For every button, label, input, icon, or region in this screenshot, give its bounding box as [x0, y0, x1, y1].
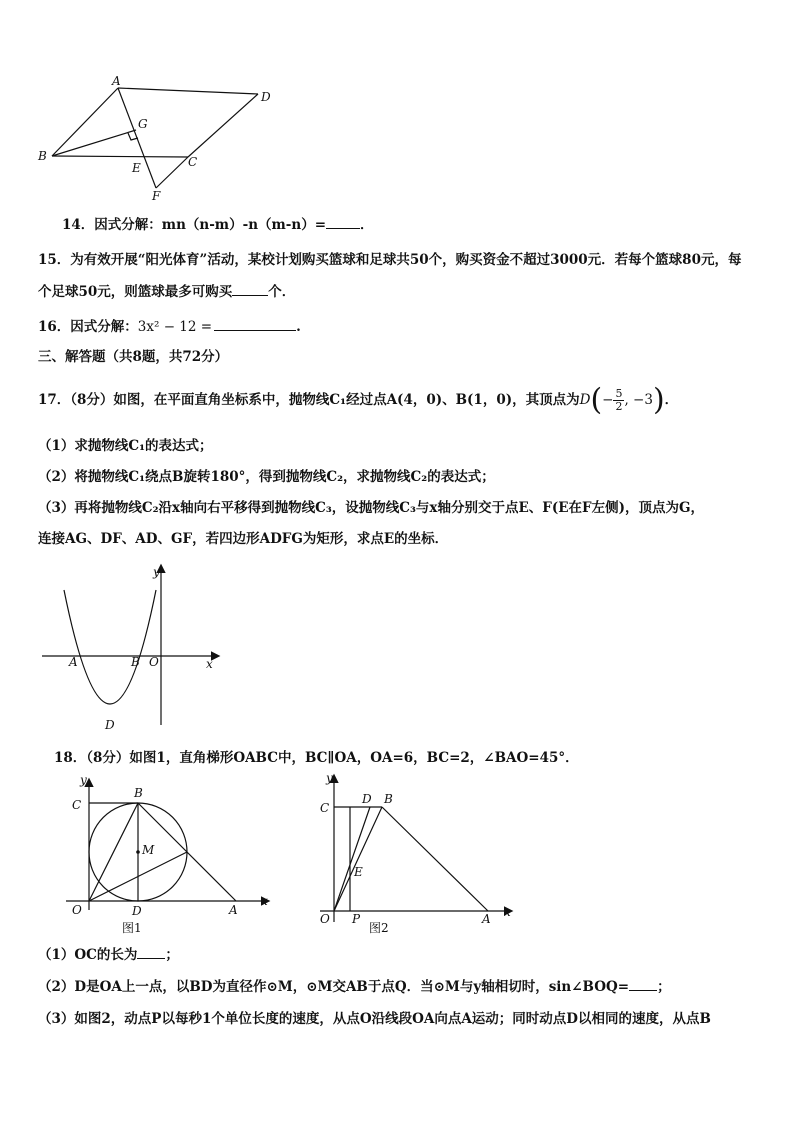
q17-fraction	[613, 388, 624, 413]
q18-p1-post: ；	[165, 947, 179, 963]
label-x: x	[261, 894, 268, 908]
q18-p1-answer-blank[interactable]	[137, 944, 165, 959]
q16-expression: 3x² − 12 =	[137, 319, 213, 335]
question-14	[62, 214, 374, 235]
segment-FC	[156, 157, 188, 188]
label-D: D	[132, 904, 142, 918]
q15-answer-blank[interactable]	[232, 281, 268, 296]
label-P: P	[352, 912, 361, 926]
question-17-part3-line1: （3）再将抛物线C₂沿x轴向右平移得到抛物线C₃，设抛物线C₃与x轴分别交于点E、F(E在F左侧)，顶点为G，	[38, 500, 705, 516]
q17-end: ．	[664, 392, 679, 408]
figure-1-caption: 图1	[122, 921, 142, 935]
trapezoid-figure-2	[306, 766, 526, 936]
q18-p1-pre: （1）OC的长为	[38, 947, 138, 963]
q18-p2-pre: （2）D是OA上一点，以BD为直径作⊙M，⊙M交AB于点Q．当⊙M与y轴相切时，sin∠BOQ=	[38, 979, 630, 995]
label-C: C	[188, 155, 198, 169]
question-17-part1: （1）求抛物线C₁的表达式；	[38, 438, 213, 454]
parabola-figure	[36, 560, 236, 740]
question-18-stem: 18．（8分）如图1，直角梯形OABC中，BC∥OA，OA=6，BC=2，∠BAO=45°．	[54, 750, 579, 766]
edge-DC	[188, 94, 258, 157]
q17-vertex-label: D	[579, 392, 591, 408]
question-15-line1: 15．为有效开展“阳光体育”活动，某校计划购买篮球和足球共50个，购买资金不超过3000元．若每个篮球80元，每	[38, 252, 742, 268]
label-B: B	[38, 149, 47, 163]
parallelogram-figure	[30, 72, 290, 207]
q16-tail: .	[296, 319, 301, 335]
question-16	[38, 316, 301, 337]
q16-prefix: 16．因式分解：	[38, 319, 138, 335]
label-x: x	[206, 657, 213, 671]
label-F: F	[152, 189, 161, 203]
label-A: A	[69, 655, 78, 669]
label-O: O	[320, 912, 330, 926]
label-G: G	[138, 117, 148, 131]
section-3-heading: 三、解答题（共8题，共72分）	[38, 349, 229, 365]
q14-answer-blank[interactable]	[326, 214, 360, 229]
q17-stem: 17．（8分）如图，在平面直角坐标系中，抛物线C₁经过点A(4，0)、B(1，0)，其顶点为	[38, 392, 580, 408]
label-C: C	[320, 801, 330, 815]
q16-answer-blank[interactable]	[214, 316, 296, 331]
label-O: O	[149, 655, 159, 669]
label-y: y	[326, 771, 333, 785]
segment-OB	[89, 803, 138, 901]
question-15-line2	[38, 281, 295, 302]
question-18-part2	[38, 976, 671, 997]
q14-tail: ．	[360, 217, 374, 233]
question-18-part1	[38, 944, 179, 965]
question-18-part3: （3）如图2，动点P以每秒1个单位长度的速度，从点O沿线段OA向点A运动；同时动点D以相同的速度，从点B	[38, 1011, 711, 1027]
q17-after-frac: , −3	[624, 392, 653, 408]
label-D: D	[105, 718, 115, 732]
parabola-curve	[64, 590, 156, 704]
q14-text: 14．因式分解：mn（n-m）-n（m-n）=	[62, 217, 327, 233]
label-D: D	[261, 90, 271, 104]
label-x: x	[504, 905, 511, 919]
label-A: A	[112, 74, 121, 88]
q17-frac-den: 2	[615, 400, 623, 413]
q18-p2-answer-blank[interactable]	[629, 976, 657, 991]
question-17-part3-line2: 连接AG、DF、AD、GF，若四边形ADFG为矩形，求点E的坐标．	[38, 531, 449, 547]
trapezoid-figure-1	[56, 770, 276, 940]
label-A: A	[482, 912, 491, 926]
q15-line2-pre: 个足球50元，则篮球最多可购买	[38, 284, 233, 300]
q17-minus: −	[602, 392, 614, 408]
center-point-M	[136, 850, 140, 854]
segment-OB	[334, 807, 382, 911]
label-y: y	[153, 565, 160, 579]
label-E: E	[354, 865, 363, 879]
question-17-part2: （2）将抛物线C₁绕点B旋转180°，得到抛物线C₂，求抛物线C₂的表达式；	[38, 469, 495, 485]
question-17-stem: 17．（8分）如图，在平面直角坐标系中，抛物线C₁经过点A(4，0)、B(1，0)，其顶点为D(− $\frac{5}{2}$ , −3)．	[38, 382, 679, 418]
segment-BA	[382, 807, 488, 911]
label-O: O	[72, 903, 82, 917]
label-B: B	[131, 655, 140, 669]
label-C: C	[72, 798, 82, 812]
label-B: B	[134, 786, 143, 800]
q17-frac-num: 5	[615, 387, 623, 400]
segment-OD	[334, 807, 370, 911]
figure-2-caption: 图2	[369, 921, 389, 935]
label-M: M	[142, 843, 155, 857]
label-y: y	[80, 773, 87, 787]
q15-line2-post: 个．	[268, 284, 296, 300]
label-E: E	[132, 161, 141, 175]
label-B: B	[384, 792, 393, 806]
edge-BC	[52, 156, 188, 157]
label-A: A	[229, 903, 238, 917]
q18-p2-post: ；	[657, 979, 671, 995]
label-D: D	[362, 792, 372, 806]
edge-AD	[118, 88, 258, 94]
